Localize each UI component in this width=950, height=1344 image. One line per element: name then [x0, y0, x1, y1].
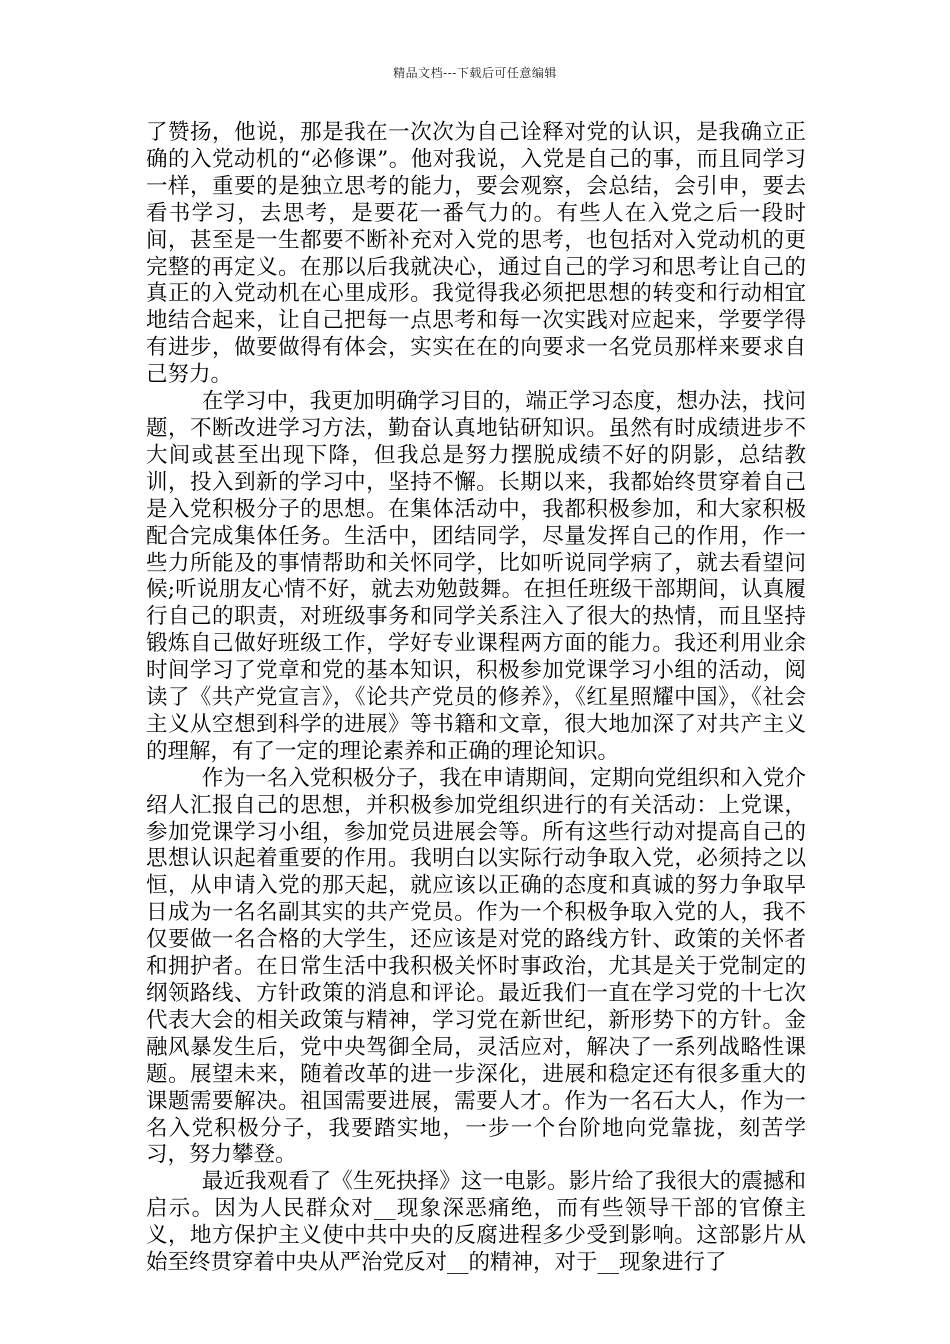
paragraph-3: 作为一名入党积极分子，我在申请期间，定期向党组织和入党介绍人汇报自己的思想，并积极参加党组织进行的有关活动：上党课，参加党课学习小组，参加党员进展会等。所有这些行动对提高自己的思想认识起着重要的作用。我明白以实际行动争取入党，必须持之以恒，从申请入党的那天起，就应该以正确的态度和真诚的努力争取早日成为一名名副其实的共产党员。作为一个积极争取入党的人，我不仅要做一名合格的大学生，还应该是对党的路线方针、政策的关怀者和拥护者。在日常生活中我积极关怀时事政治，尤其是关于党制定的纲领路线、方针政策的消息和评论。最近我们一直在学习党的十七次代表大会的相关政策与精神，学习党在新世纪，新形势下的方针。金融风暴发生后，党中央驾御全局，灵活应对，解决了一系列战略性课题。展望未来，随着改革的进一步深化，进展和稳定还有很多重大的课题需要解决。祖国需要进展，需要人才。作为一名石大人，作为一名入党积极分子，我要踏实地，一步一个台阶地向党靠拢，刻苦学习，努力攀登。 [146, 765, 806, 1168]
paragraph-4: 最近我观看了《生死抉择》这一电影。影片给了我很大的震撼和启示。因为人民群众对__现象深恶痛绝，而有些领导干部的官僚主义，地方保护主义使中共中央的反腐进程多少受到影响。这部影片从始至终贯穿着中央从严治党反对__的精神，对于__现象进行了 [146, 1169, 806, 1276]
page-header: 精品文档---下载后可任意编辑 [393, 66, 557, 80]
paragraph-1: 了赞扬，他说，那是我在一次次为自己诠释对党的认识，是我确立正确的入党动机的“必修课”。他对我说，入党是自己的事，而且同学习一样，重要的是独立思考的能力，要会观察，会总结，会引申，要去看书学习，去思考，是要花一番气力的。有些人在入党之后一段时间，甚至是一生都要不断补充对入党的思考，也包括对入党动机的更完整的再定义。在那以后我就决心，通过自己的学习和思考让自己的真正的入党动机在心里成形。我觉得我必须把思想的转变和行动相宜地结合起来，让自己把每一点思考和每一次实践对应起来，学要学得有进步，做要做得有体会，实实在在的向要求一名党员那样来要求自己努力。 [146, 120, 806, 388]
paragraph-2: 在学习中，我更加明确学习目的，端正学习态度，想办法，找问题，不断改进学习方法，勤奋认真地钻研知识。虽然有时成绩进步不大间或甚至出现下降，但我总是努力摆脱成绩不好的阴影，总结教训，投入到新的学习中，坚持不懈。长期以来，我都始终贯穿着自己是入党积极分子的思想。在集体活动中，我都积极参加，和大家积极配合完成集体任务。生活中，团结同学，尽量发挥自己的作用，作一些力所能及的事情帮助和关怀同学，比如听说同学病了，就去看望问候;听说朋友心情不好，就去劝勉鼓舞。在担任班级干部期间，认真履行自己的职责，对班级事务和同学关系注入了很大的热情，而且坚持锻炼自己做好班级工作，学好专业课程两方面的能力。我还利用业余时间学习了党章和党的基本知识，积极参加党课学习小组的活动，阅读了《共产党宣言》，《论共产党员的修养》，《红星照耀中国》，《社会主义从空想到科学的进展》等书籍和文章，很大地加深了对共产主义的理解，有了一定的理论素养和正确的理论知识。 [146, 389, 806, 764]
document-body [146, 120, 806, 1277]
